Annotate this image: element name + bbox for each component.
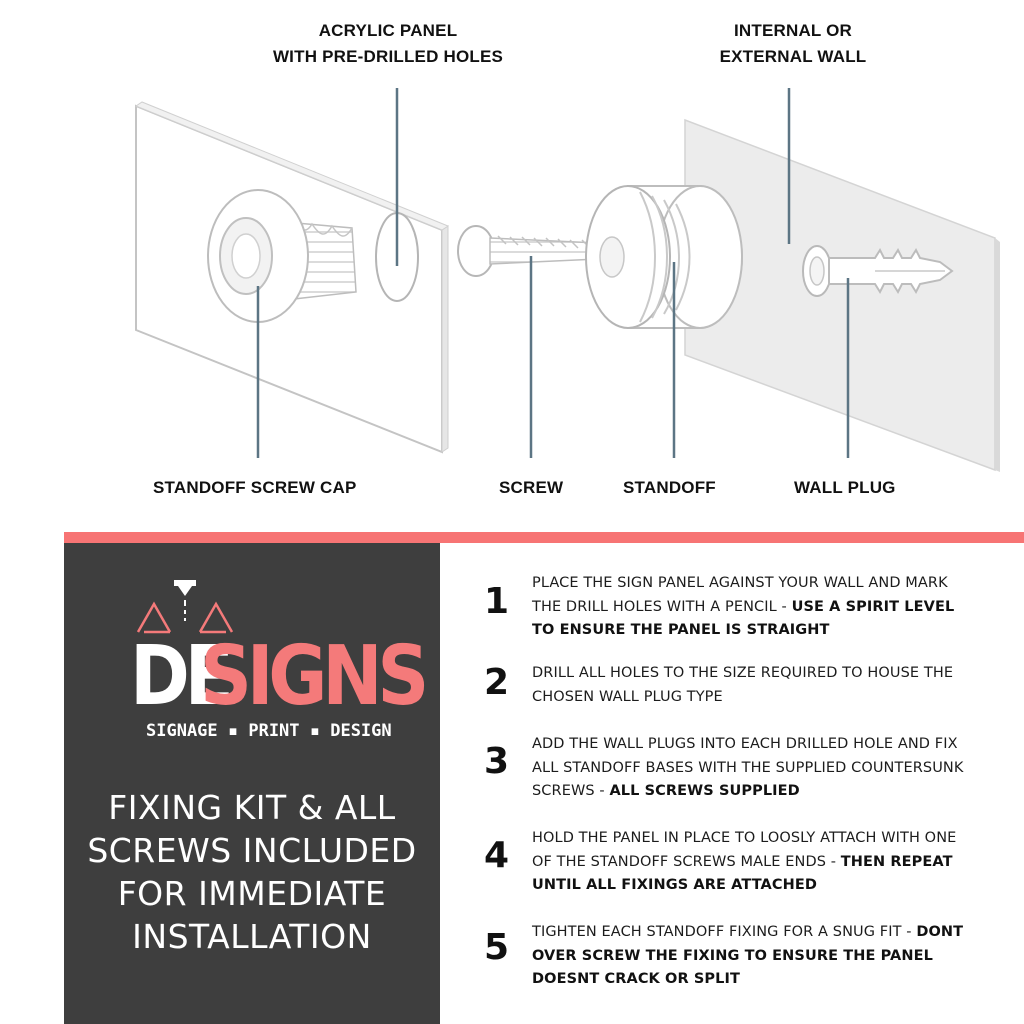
logo-tagline: SIGNAGE ▪ PRINT ▪ DESIGN (146, 721, 392, 741)
screw-label: SCREW (499, 478, 564, 497)
logo-de-text: DE (130, 629, 229, 724)
step-text: DRILL ALL HOLES TO THE SIZE REQUIRED TO HOUSE THE CHOSEN WALL PLUG TYPE (532, 665, 954, 705)
step-number: 1 (484, 581, 510, 622)
step-text: ADD THE WALL PLUGS INTO EACH DRILLED HOLE AND FIX ALL STANDOFF BASES WITH THE SUPPLIED COUNTERSUNK SCREWS - ALL SCREWS SUPPLIED (532, 736, 964, 799)
step-number: 5 (484, 927, 510, 968)
step-text: TIGHTEN EACH STANDOFF FIXING FOR A SNUG FIT - DONT OVER SCREW THE FIXING TO ENSURE THE PANEL DOESNT CRACK OR SPLIT (532, 924, 964, 987)
step-number: 2 (484, 662, 510, 703)
screw-cap-label: STANDOFF SCREW CAP (153, 478, 357, 497)
step-number: 4 (484, 835, 510, 876)
logo-signs-text: SIGNS (200, 629, 425, 724)
accent-divider (64, 532, 1024, 543)
standoff-label: STANDOFF (623, 478, 716, 497)
step-text: PLACE THE SIGN PANEL AGAINST YOUR WALL AND MARK THE DRILL HOLES WITH A PENCIL - USE A SPIRIT LEVEL TO ENSURE THE PANEL IS STRAIGHT (532, 575, 955, 638)
wall-label: INTERNAL OR EXTERNAL WALL (719, 21, 867, 66)
step-text: HOLD THE PANEL IN PLACE TO LOOSLY ATTACH WITH ONE OF THE STANDOFF SCREWS MALE ENDS - THEN REPEAT UNTIL ALL FIXINGS ARE ATTACHED (532, 830, 957, 893)
step-number: 3 (484, 741, 510, 782)
standoff-shape (586, 186, 742, 328)
wall-plug-label: WALL PLUG (794, 478, 896, 497)
laser-triangle-icon (134, 578, 234, 636)
acrylic-panel-label: ACRYLIC PANEL WITH PRE-DRILLED HOLES (272, 21, 504, 66)
fixing-kit-message: FIXING KIT & ALL SCREWS INCLUDED FOR IMMEDIATE INSTALLATION (87, 788, 417, 956)
